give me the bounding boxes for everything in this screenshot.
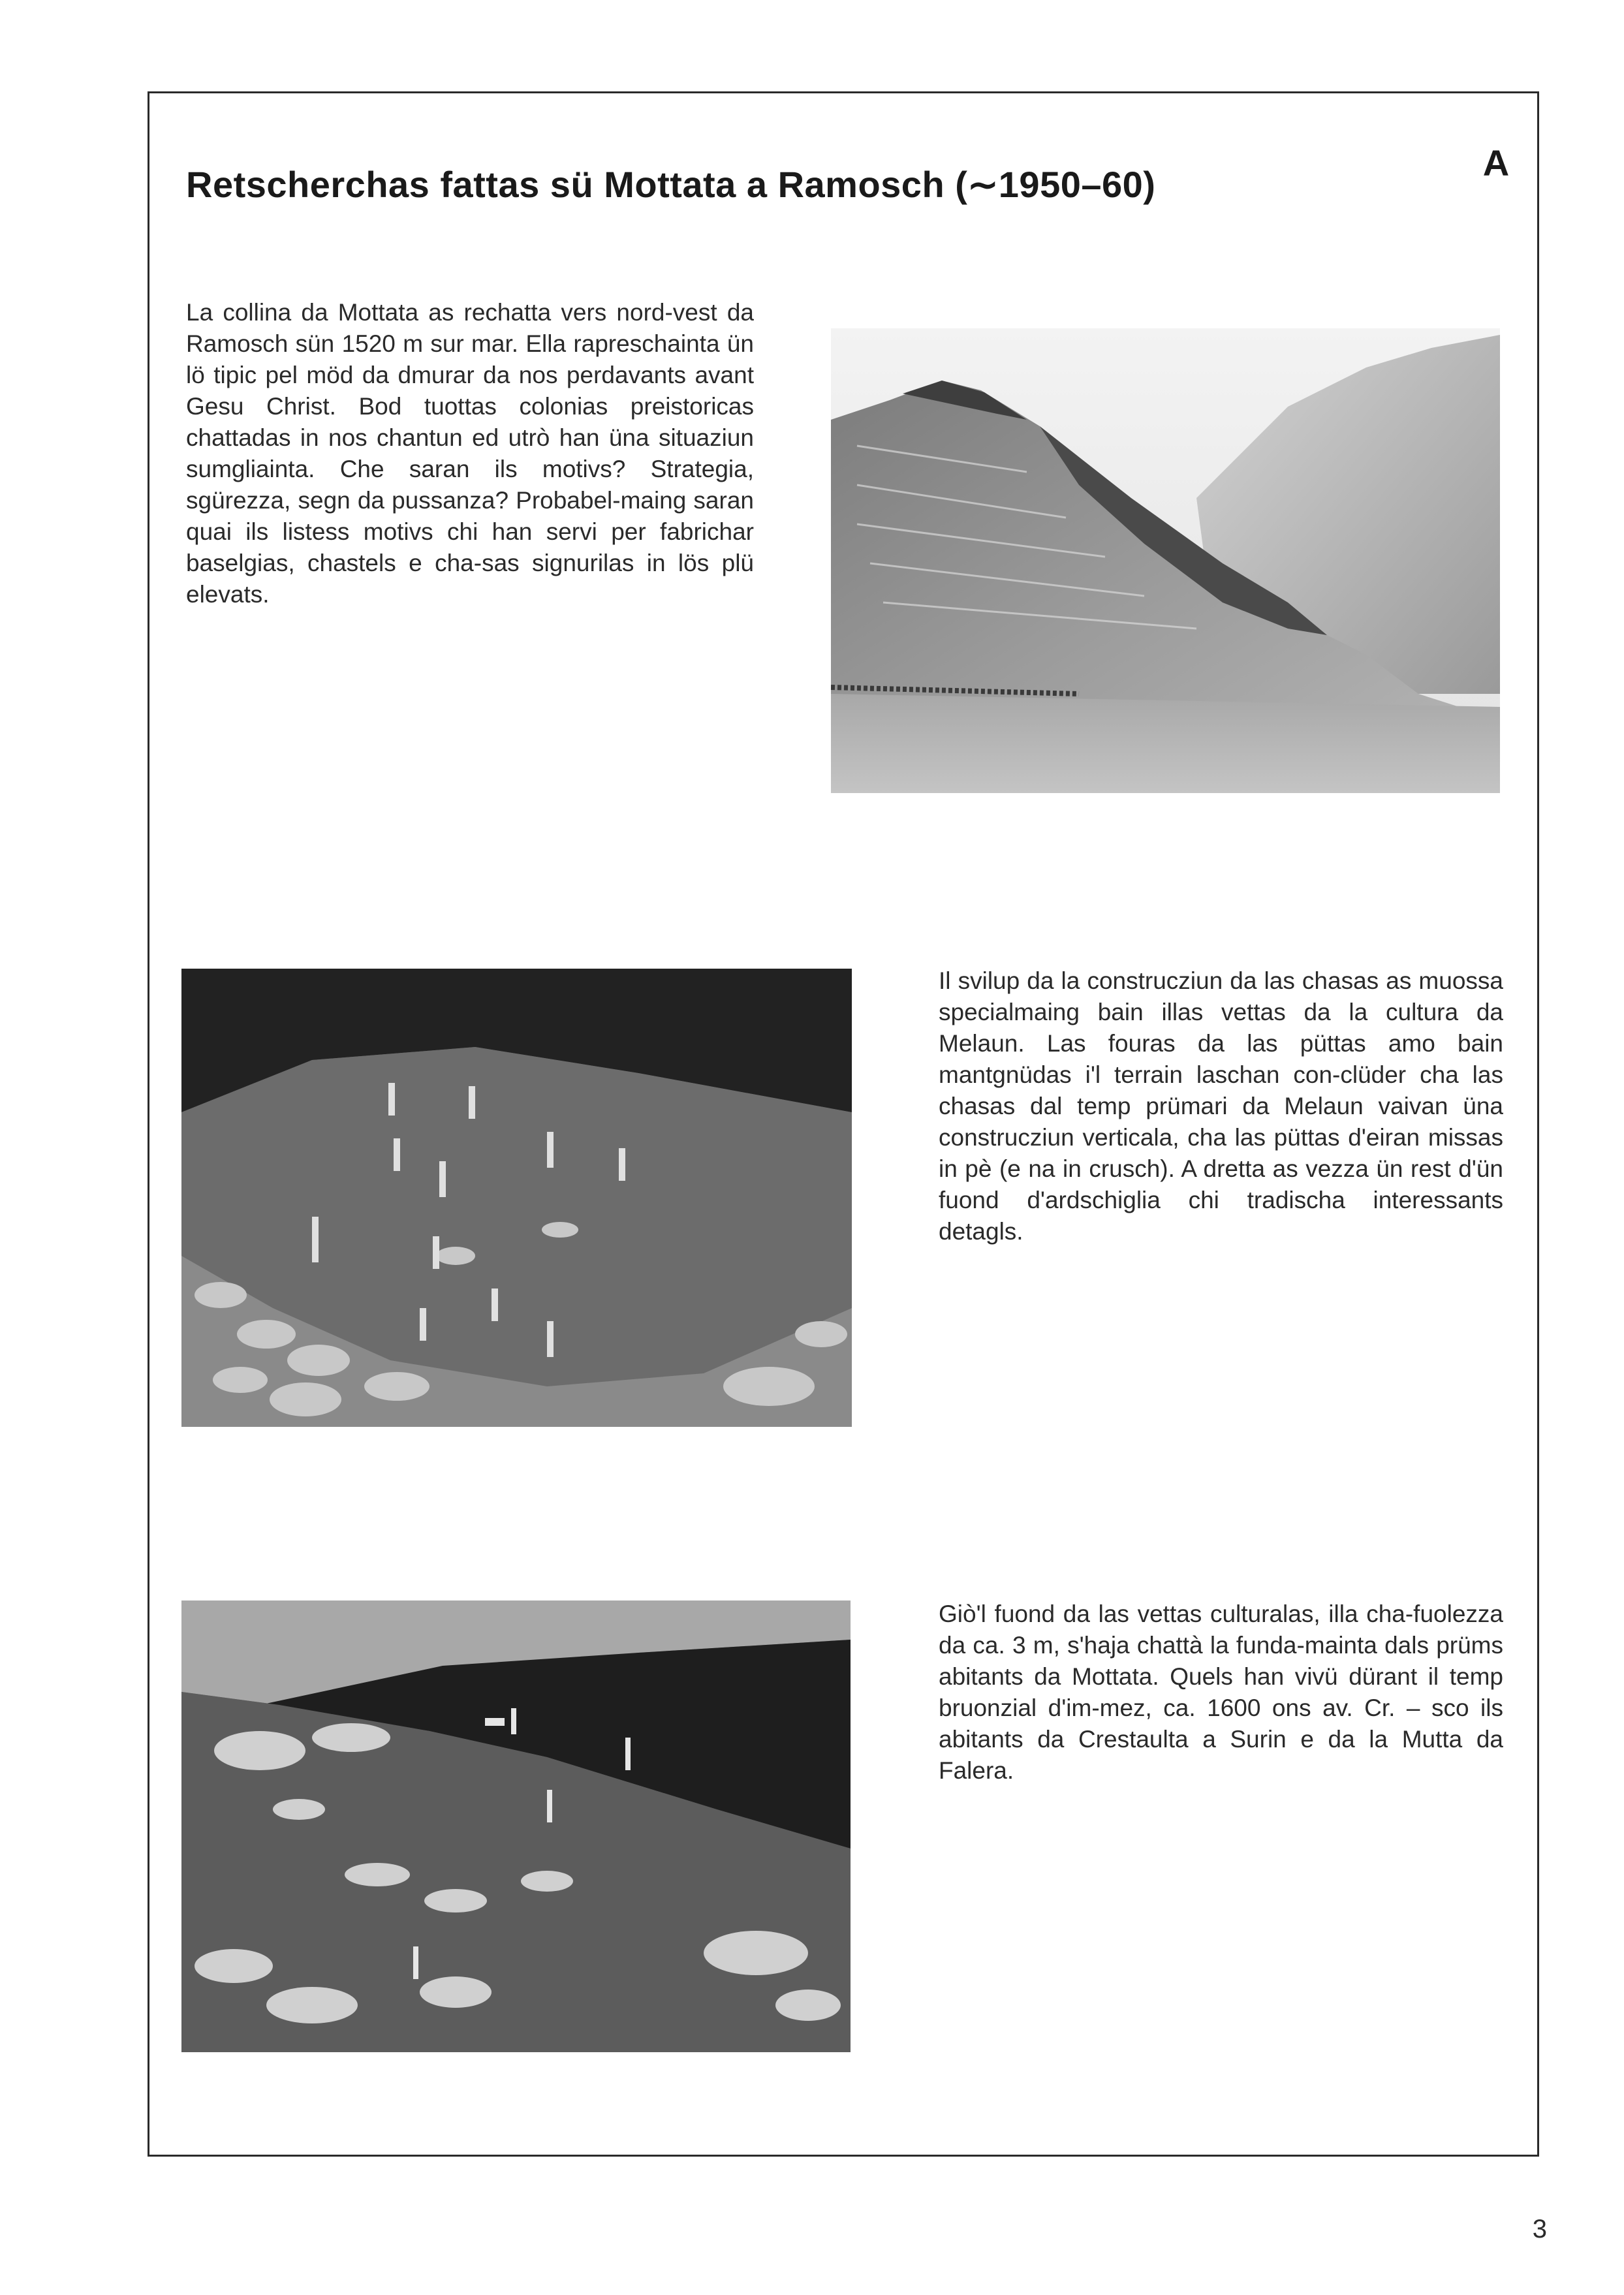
page-title: Retscherchas fattas sü Mottata a Ramosch (∼1950–60): [186, 164, 1156, 205]
page-number: 3: [1532, 2215, 1547, 2243]
photo-excavation-foundation-graphic: [181, 1600, 851, 2052]
photo-excavation-posts-graphic: [181, 969, 852, 1427]
intro-paragraph: La collina da Mottata as rechatta vers nord-vest da Ramosch sün 1520 m sur mar. Ella rapreschainta ün lö tipic pel möd da dmurar da nos perdavants avant Gesu Christ. Bod tuottas colonias preistoricas chattadas in nos chantun ed utrò han üna situaziun sumgliainta. Che saran ils motivs? Strategia, sgürezza, segn da pussanza? Probabel-maing saran quai ils listess motivs chi han servi per fabrichar baselgias, chastels e cha-sas signurilas in lös plü elevats.: [186, 299, 754, 608]
photo-mottata-hill: [831, 328, 1500, 793]
section-letter: A: [1482, 142, 1510, 183]
foundation-paragraph: Giò'l fuond da las vettas culturalas, illa cha-fuolezza da ca. 3 m, s'haja chattà la funda-mainta dals prüms abitants da Mottata. Quels han vivü dürant il temp bruonzial d'im-mez, ca. 1600 ons av. Cr. – sco ils abitants da Crestaulta a Surin e da la Mutta da Falera.: [939, 1600, 1503, 1784]
construction-paragraph: Il svilup da la construcziun da las chasas as muossa specialmaing bain illas vettas da la cultura da Melaun. Las fouras da las püttas amo bain mantgnüdas i'l terrain laschan con-clüder cha las chasas dal temp prümari da Melaun vaivan üna construcziun verticala, cha las püttas d'eiran missas in pè (e na in crusch). A dretta as vezza ün rest d'ün fuond d'ardschiglia chi tradischa interessants detagls.: [939, 967, 1503, 1245]
photo-excavation-posts: [181, 969, 852, 1427]
photo-mottata-hill-graphic: [831, 328, 1500, 793]
photo-excavation-foundation: [181, 1600, 851, 2052]
